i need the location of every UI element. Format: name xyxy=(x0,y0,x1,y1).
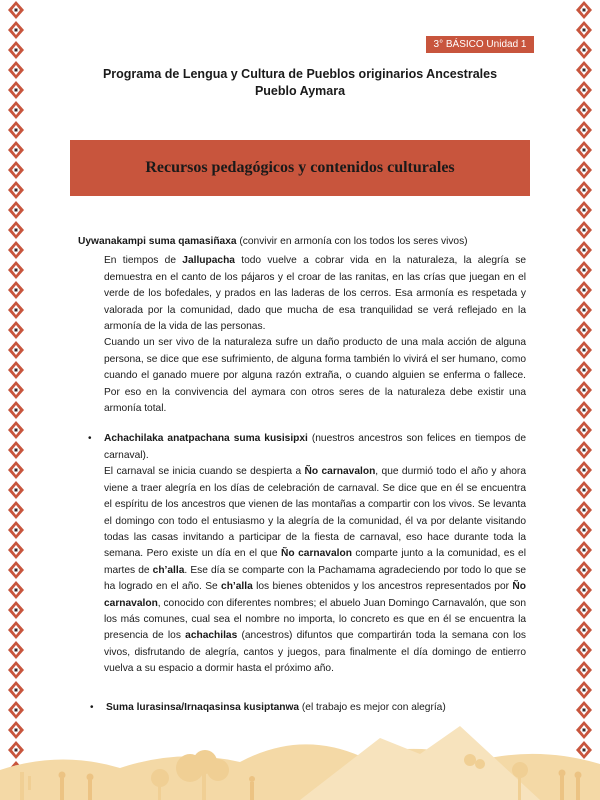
landscape-illustration xyxy=(0,690,600,800)
text-run: (ancestros) difuntos que compartirán toda la semana con los vivos, disfrutando de alegría, cantos y juegos, para finalmente el día domingo de entierro vuelva a su espacio a dormir hasta el próximo año. xyxy=(104,630,526,675)
term: Ño carnavalon xyxy=(281,548,352,560)
section-1-subtitle: (convivir en armonía con los todos los seres vivos) xyxy=(236,236,468,247)
section-3-subtitle: (el trabajo es mejor con alegría) xyxy=(299,701,446,713)
section-3-title: Suma lurasinsa/Irnaqasinsa kusiptanwa xyxy=(106,701,300,713)
title-line-1: Programa de Lengua y Cultura de Pueblos originarios Ancestrales xyxy=(102,67,498,81)
text-run: , que durmió todo el año y ahora viene a traer alegría en los días de celebración de carnaval. Se dice que en él se encuentra el espíritu de los ancestros que vienen de las montañas a compartir con los vivos. Se levanta el domingo con todo el entusiasmo y la alegría de la comunidad, él va por delante visitando todas las casas invitando a participar de la fiesta de carnaval, eso hace durante toda la semana. Pero existe un día en el que xyxy=(104,466,526,560)
unit-badge: 3° BÁSICO Unidad 1 xyxy=(426,36,534,53)
bullet-icon: • xyxy=(88,433,92,445)
left-pattern-border xyxy=(6,0,26,800)
text-run: comparte junto a la comunidad, es el martes de xyxy=(104,548,526,576)
text-run: , conocido con diferentes nombres; el abuelo Juan Domingo Carnavalón, que son los más comunes, cual sea el nombre no importa, lo concreto es que en él se encuentra la presencia de los xyxy=(104,597,526,642)
text-run: El carnaval se inicia cuando se despierta a xyxy=(104,466,305,478)
section-1-title: Uywanakampi suma qamasiñaxa xyxy=(78,236,237,247)
right-pattern-border xyxy=(574,0,594,800)
term: Ño carnavalon xyxy=(104,581,526,609)
banner-title: Recursos pedagógicos y contenidos culturales xyxy=(145,159,455,176)
term: Ño carnavalon xyxy=(304,466,376,478)
section-2-subtitle: (nuestros ancestros son felices en tiempos de carnaval). xyxy=(104,433,526,461)
term-jallupacha: Jallupacha xyxy=(182,255,235,267)
title-line-2: Pueblo Aymara xyxy=(254,84,346,98)
term: achachilas xyxy=(185,630,238,642)
term: ch’alla xyxy=(221,581,253,593)
section-2-paragraph xyxy=(104,464,526,677)
section-1-paragraph-2: Cuando un ser vivo de la naturaleza sufre un daño producto de una mala acción de alguna persona, se dice que ese sufrimiento, de alguna forma también lo vivirá el ser humano, como cuando el ganado muere por alguna razón extraña, o cuando alguien se enferma o fallece. Por eso en la convivencia del aymara con otros seres de la naturaleza debe existir una armonía total. xyxy=(104,337,526,415)
text-run: los bienes obtenidos y los ancestros representados por xyxy=(252,581,513,593)
text-run: En tiempos de xyxy=(104,255,183,267)
document-title xyxy=(60,66,540,100)
section-banner xyxy=(70,140,530,196)
section-2-heading xyxy=(104,431,526,464)
text-run: todo vuelve a cobrar vida en la naturaleza, la alegría se demuestra en el canto de los pájaros y el croar de las ranitas, en las crías que juegan en el verde de los bofedales, y prados en las laderas de los cerros. Esa armonía es respetada y valorada por la comunidad, dado que mucha de esa tranquilidad se verá reflejado en la armonía de la vida de las personas. xyxy=(104,255,526,333)
term: ch’alla xyxy=(152,564,185,576)
section-2-title: Achachilaka anatpachana suma kusisipxi xyxy=(104,433,308,445)
bullet-icon: • xyxy=(90,701,94,713)
text-run: . Ese día se comparte con la Pachamama agradeciendo por todo lo que se ha logrado en el año. Se xyxy=(104,564,526,593)
section-1-heading xyxy=(78,234,526,250)
section-1-paragraph-1 xyxy=(104,253,526,335)
section-2 xyxy=(88,431,526,677)
document-body xyxy=(78,234,526,716)
